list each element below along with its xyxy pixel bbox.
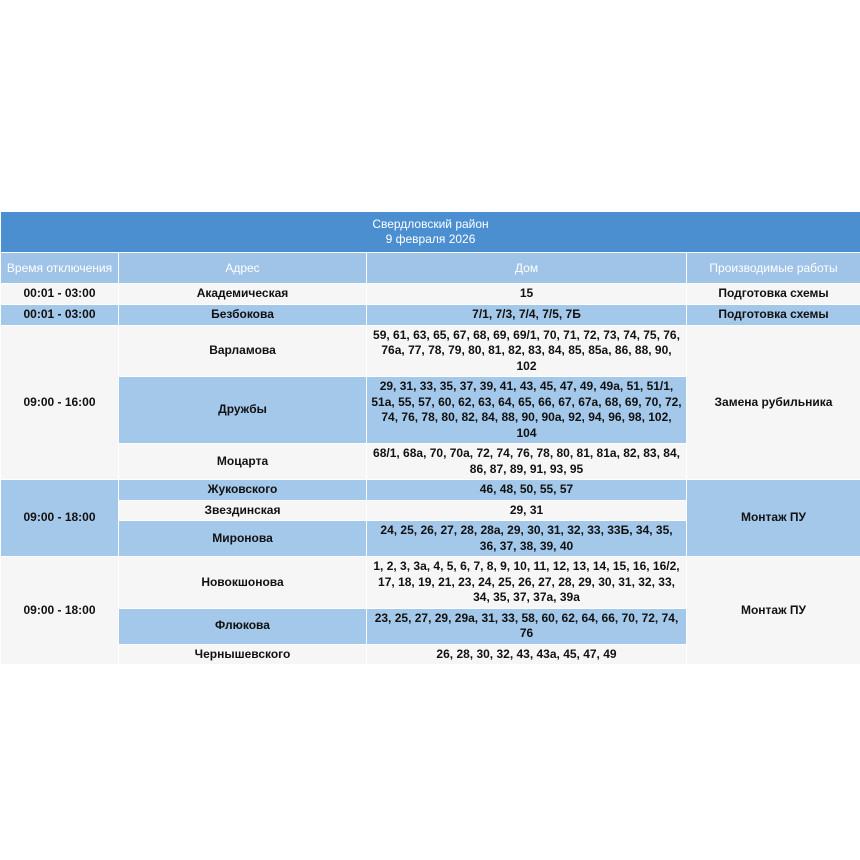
street-cell: Дружбы xyxy=(119,377,367,444)
outage-schedule xyxy=(0,211,860,665)
houses-cell: 59, 61, 63, 65, 67, 68, 69, 69/1, 70, 71, 72, 73, 74, 75, 76, 76а, 77, 78, 79, 80, 81, 82, 83, 84, 85, 85а, 86, 88, 90, 102 xyxy=(367,325,687,377)
table-row xyxy=(1,325,860,377)
houses-cell: 15 xyxy=(367,284,687,305)
houses-cell: 26, 28, 30, 32, 43, 43а, 45, 47, 49 xyxy=(367,644,687,665)
street-cell: Жуковского xyxy=(119,480,367,501)
table-title-row xyxy=(1,212,860,253)
street-cell: Моцарта xyxy=(119,444,367,480)
houses-cell: 7/1, 7/3, 7/4, 7/5, 7Б xyxy=(367,305,687,326)
header-address: Адрес xyxy=(119,253,367,284)
houses-cell: 23, 25, 27, 29, 29а, 31, 33, 58, 60, 62, 64, 66, 70, 72, 74, 76 xyxy=(367,608,687,644)
table-row xyxy=(1,284,860,305)
work-cell: Замена рубильника xyxy=(687,325,860,480)
houses-cell: 29, 31, 33, 35, 37, 39, 41, 43, 45, 47, 49, 49а, 51, 51/1, 51а, 55, 57, 60, 62, 63, 64, 65, 66, 67, 67а, 68, 69, 70, 72, 74, 76, 78, 80, 82, 84, 88, 90, 90а, 92, 94, 96, 98, 102, 104 xyxy=(367,377,687,444)
time-cell: 09:00 - 16:00 xyxy=(1,325,119,480)
street-cell: Звездинская xyxy=(119,500,367,521)
time-cell: 09:00 - 18:00 xyxy=(1,480,119,557)
header-house: Дом xyxy=(367,253,687,284)
table-row xyxy=(1,305,860,326)
work-cell: Монтаж ПУ xyxy=(687,557,860,665)
table-header-row xyxy=(1,253,860,284)
houses-cell: 1, 2, 3, 3а, 4, 5, 6, 7, 8, 9, 10, 11, 12, 13, 14, 15, 16, 16/2, 17, 18, 19, 21, 23, 24, 25, 26, 27, 28, 29, 30, 31, 32, 33, 34, 35, 37, 37а, 39а xyxy=(367,557,687,609)
time-cell: 00:01 - 03:00 xyxy=(1,284,119,305)
header-time: Время отключения xyxy=(1,253,119,284)
street-cell: Варламова xyxy=(119,325,367,377)
houses-cell: 68/1, 68а, 70, 70а, 72, 74, 76, 78, 80, 81, 81а, 82, 83, 84, 86, 87, 89, 91, 93, 95 xyxy=(367,444,687,480)
header-work: Производимые работы xyxy=(687,253,860,284)
work-cell: Монтаж ПУ xyxy=(687,480,860,557)
time-cell: 09:00 - 18:00 xyxy=(1,557,119,665)
outage-table xyxy=(0,211,860,665)
street-cell: Академическая xyxy=(119,284,367,305)
houses-cell: 24, 25, 26, 27, 28, 28а, 29, 30, 31, 32, 33, 33Б, 34, 35, 36, 37, 38, 39, 40 xyxy=(367,521,687,557)
schedule-date: 9 февраля 2026 xyxy=(385,232,476,246)
houses-cell: 46, 48, 50, 55, 57 xyxy=(367,480,687,501)
street-cell: Безбокова xyxy=(119,305,367,326)
work-cell: Подготовка схемы xyxy=(687,284,860,305)
time-cell: 00:01 - 03:00 xyxy=(1,305,119,326)
table-row xyxy=(1,480,860,501)
work-cell: Подготовка схемы xyxy=(687,305,860,326)
street-cell: Чернышевского xyxy=(119,644,367,665)
street-cell: Миронова xyxy=(119,521,367,557)
table-title xyxy=(1,212,860,253)
district-title: Свердловский район xyxy=(372,217,489,231)
houses-cell: 29, 31 xyxy=(367,500,687,521)
street-cell: Новокшонова xyxy=(119,557,367,609)
street-cell: Флюкова xyxy=(119,608,367,644)
table-row xyxy=(1,557,860,609)
